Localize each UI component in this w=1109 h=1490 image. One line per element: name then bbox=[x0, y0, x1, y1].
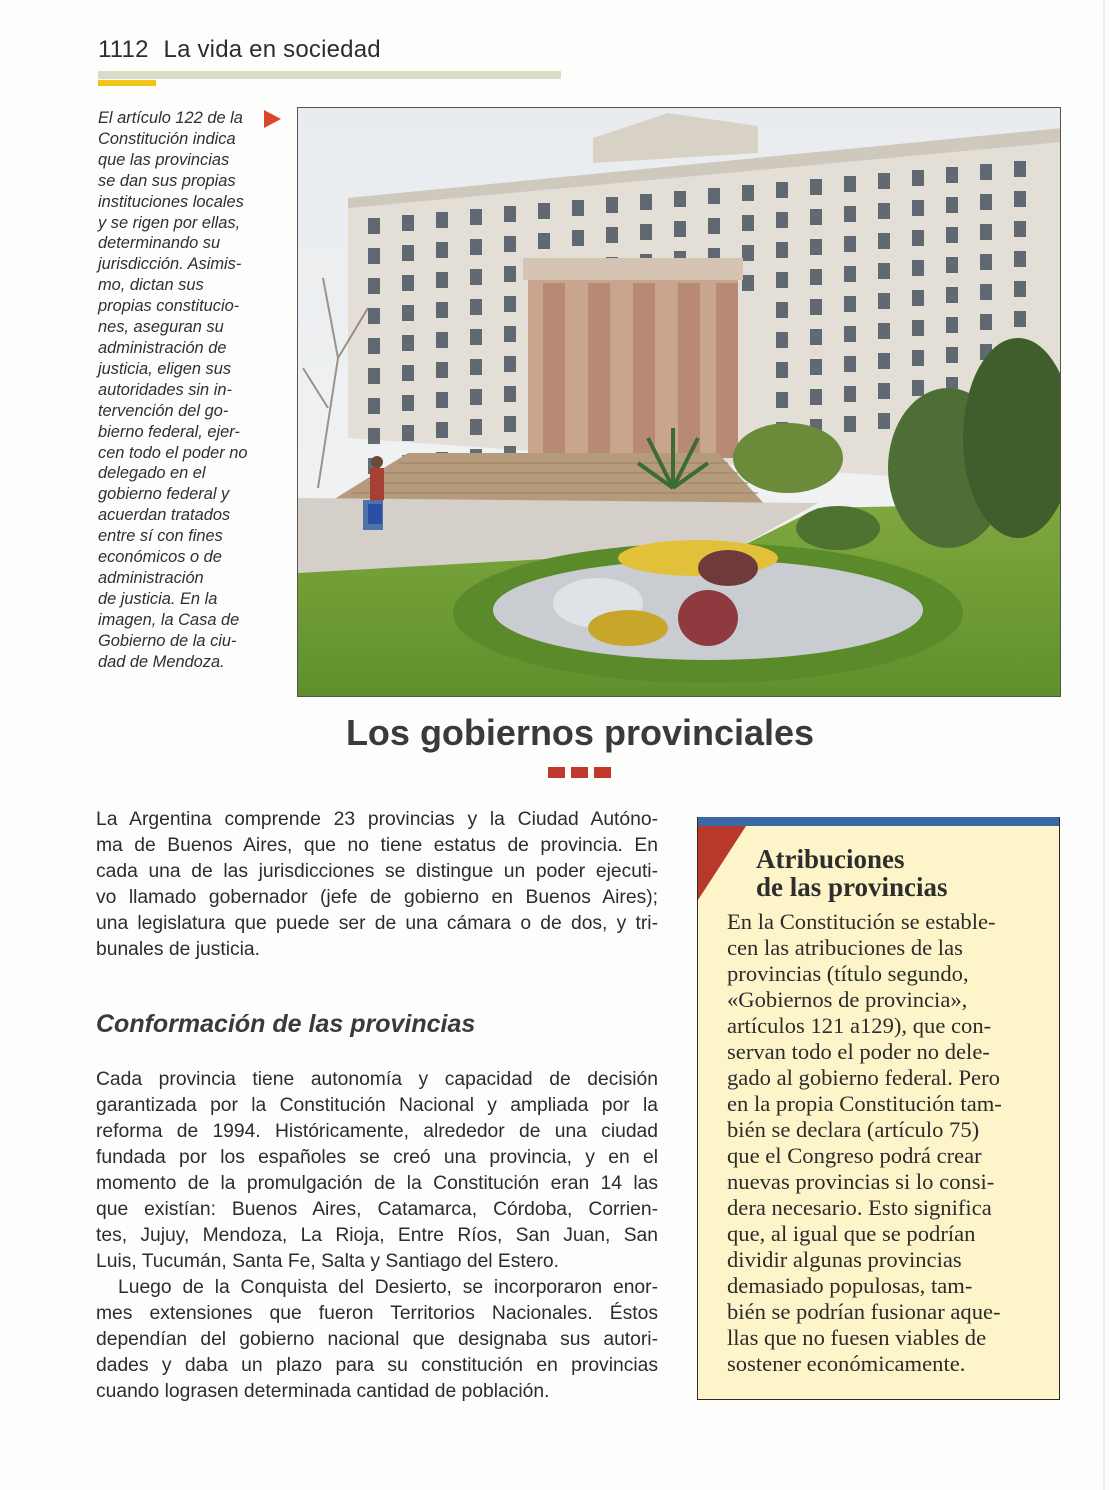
caption-line: y se rigen por ellas, bbox=[98, 213, 241, 232]
caption-line: Constitución indica bbox=[98, 129, 236, 148]
box-title bbox=[756, 845, 948, 901]
photo-caption bbox=[98, 108, 270, 672]
building-window bbox=[810, 209, 822, 225]
text-line: cuando lograsen determinada cantidad de población. bbox=[96, 1381, 550, 1402]
box-text-line: llas que no fuesen viables de bbox=[727, 1325, 987, 1350]
caption-line: económicos o de bbox=[98, 548, 222, 567]
caption-line: autoridades sin in- bbox=[98, 380, 232, 399]
text-line: reforma de 1994. Históricamente, alrededor de una ciudad bbox=[96, 1121, 658, 1142]
header-accent-bar bbox=[98, 80, 156, 86]
building-window bbox=[946, 257, 958, 273]
caption-line: justicia, eligen sus bbox=[98, 359, 232, 378]
building-window bbox=[946, 287, 958, 303]
building-window bbox=[912, 230, 924, 246]
building-window bbox=[946, 227, 958, 243]
box-text-line: nuevas provincias si lo consi- bbox=[727, 1169, 995, 1194]
building-window bbox=[504, 266, 516, 282]
building-window bbox=[946, 347, 958, 363]
right-triangle-icon bbox=[264, 110, 281, 128]
building-window bbox=[708, 188, 720, 204]
caption-line: jurisdicción. Asimis- bbox=[98, 255, 242, 274]
building-window bbox=[810, 389, 822, 405]
building-window bbox=[470, 359, 482, 375]
building-window bbox=[470, 419, 482, 435]
building-window bbox=[912, 200, 924, 216]
building-photo-illustration bbox=[298, 108, 1061, 697]
building-window bbox=[368, 428, 380, 444]
building-window bbox=[810, 359, 822, 375]
building-window bbox=[980, 254, 992, 270]
caption-line: delegado en el bbox=[98, 464, 206, 483]
box-text-line: dividir algunas provincias bbox=[727, 1247, 962, 1272]
box-text-line: En la Constitución se estable- bbox=[727, 909, 996, 934]
building-window bbox=[708, 218, 720, 234]
building-window bbox=[912, 290, 924, 306]
building-window bbox=[742, 245, 754, 261]
building-window bbox=[946, 197, 958, 213]
building-window bbox=[878, 383, 890, 399]
building-window bbox=[402, 425, 414, 441]
title-ornament bbox=[548, 767, 611, 778]
building-window bbox=[436, 302, 448, 318]
building-window bbox=[878, 323, 890, 339]
building-window bbox=[436, 212, 448, 228]
building-window bbox=[946, 167, 958, 183]
caption-line: se dan sus propias bbox=[98, 171, 236, 190]
building-window bbox=[878, 173, 890, 189]
building-window bbox=[912, 380, 924, 396]
building-window bbox=[878, 413, 890, 429]
building-window bbox=[844, 416, 856, 432]
text-line: Luis, Tucumán, Santa Fe, Salta y Santiago del Estero. bbox=[96, 1251, 560, 1272]
building-window bbox=[742, 215, 754, 231]
box-text-line: que el Congreso podrá crear bbox=[727, 1143, 982, 1168]
building-window bbox=[436, 362, 448, 378]
box-text bbox=[727, 909, 1032, 1377]
caption-line: de justicia. En la bbox=[98, 589, 218, 608]
building-window bbox=[470, 269, 482, 285]
building-window bbox=[572, 200, 584, 216]
caption-line: gobierno federal y bbox=[98, 485, 230, 504]
caption-line: administración bbox=[98, 568, 204, 587]
sidebar-box bbox=[697, 817, 1060, 1400]
building-window bbox=[980, 314, 992, 330]
building-window bbox=[504, 296, 516, 312]
caption-line: propias constitucio- bbox=[98, 297, 240, 316]
building-window bbox=[640, 224, 652, 240]
body-paragraph-1 bbox=[96, 1067, 658, 1275]
building-window bbox=[1014, 191, 1026, 207]
text-line: cada una de las jurisdicciones se distingue un poder ejecuti- bbox=[96, 861, 658, 882]
building-window bbox=[368, 308, 380, 324]
building-window bbox=[878, 293, 890, 309]
text-line: garantizada por la Constitución Nacional y ampliada por la bbox=[96, 1095, 658, 1116]
box-text-line: que, al igual que se podrían bbox=[727, 1221, 976, 1246]
running-header bbox=[98, 36, 381, 64]
building-window bbox=[810, 179, 822, 195]
building-window bbox=[844, 236, 856, 252]
caption-line: bierno federal, ejer- bbox=[98, 422, 240, 441]
building-window bbox=[844, 266, 856, 282]
text-line: dependían del gobierno nacional que designaba sus autori- bbox=[96, 1329, 658, 1350]
building-window bbox=[504, 236, 516, 252]
text-line: momento de la promulgación de la Constitución eran 14 las bbox=[96, 1173, 658, 1194]
page-number: 1112 bbox=[98, 36, 149, 63]
building-window bbox=[980, 194, 992, 210]
section-title: La vida en sociedad bbox=[163, 36, 381, 63]
building-window bbox=[844, 176, 856, 192]
building-window bbox=[1014, 311, 1026, 327]
building-window bbox=[368, 338, 380, 354]
text-line: mes extensiones que fueron Territorios Nacionales. Éstos bbox=[96, 1303, 658, 1324]
building-photo bbox=[297, 107, 1061, 697]
caption-line: cen todo el poder no bbox=[98, 443, 248, 462]
text-line: bunales de justicia. bbox=[96, 939, 260, 960]
text-line: vo llamado gobernador (jefe de gobierno en Buenos Aires); bbox=[96, 887, 658, 908]
building-window bbox=[470, 299, 482, 315]
building-window bbox=[470, 389, 482, 405]
building-window bbox=[436, 422, 448, 438]
caption-line: acuerdan tratados bbox=[98, 506, 231, 525]
building-window bbox=[436, 242, 448, 258]
text-line: La Argentina comprende 23 provincias y la Ciudad Autóno- bbox=[96, 809, 658, 830]
building-window bbox=[538, 233, 550, 249]
building-window bbox=[368, 398, 380, 414]
building-window bbox=[1014, 221, 1026, 237]
building-window bbox=[504, 416, 516, 432]
box-top-bar bbox=[698, 817, 1059, 826]
building-window bbox=[980, 284, 992, 300]
building-window bbox=[1014, 281, 1026, 297]
text-line: que existían: Buenos Aires, Catamarca, Córdoba, Corrien- bbox=[96, 1199, 658, 1220]
ornament-square bbox=[571, 767, 588, 778]
box-text-line: «Gobiernos de provincia», bbox=[727, 987, 968, 1012]
box-text-line: provincias (título segundo, bbox=[727, 961, 969, 986]
building-window bbox=[402, 275, 414, 291]
building-window bbox=[844, 326, 856, 342]
building-window bbox=[742, 185, 754, 201]
caption-line: tervención del go- bbox=[98, 401, 229, 420]
building-window bbox=[572, 230, 584, 246]
building-window bbox=[912, 170, 924, 186]
text-line: ma de Buenos Aires, que no tiene estatus de provincia. En bbox=[96, 835, 658, 856]
box-title-line: de las provincias bbox=[756, 872, 948, 902]
building-window bbox=[776, 272, 788, 288]
building-window bbox=[844, 296, 856, 312]
text-line: Luego de la Conquista del Desierto, se incorporaron enor- bbox=[118, 1277, 658, 1298]
building-window bbox=[844, 386, 856, 402]
building-window bbox=[402, 215, 414, 231]
caption-line: dad de Mendoza. bbox=[98, 652, 225, 671]
building-window bbox=[640, 194, 652, 210]
building-window bbox=[980, 224, 992, 240]
building-window bbox=[776, 392, 788, 408]
box-title-line: Atribuciones bbox=[756, 844, 905, 874]
box-text-line: en la propia Constitución tam- bbox=[727, 1091, 1002, 1116]
building-window bbox=[912, 350, 924, 366]
caption-line: administración de bbox=[98, 338, 227, 357]
caption-line: mo, dictan sus bbox=[98, 276, 204, 295]
caption-line: entre sí con fines bbox=[98, 527, 223, 546]
building-window bbox=[368, 218, 380, 234]
header-rule bbox=[98, 71, 561, 79]
intro-paragraph bbox=[96, 807, 658, 963]
caption-line: El artículo 122 de la bbox=[98, 109, 243, 127]
box-text-line: servan todo el poder no dele- bbox=[727, 1039, 990, 1064]
caption-line: Gobierno de la ciu- bbox=[98, 631, 237, 650]
building-window bbox=[980, 164, 992, 180]
building-window bbox=[776, 302, 788, 318]
box-text-line: artículos 121 a129), que con- bbox=[727, 1013, 992, 1038]
text-line: dades y daba un plazo para su constitución en provincias bbox=[96, 1355, 658, 1376]
building-window bbox=[368, 248, 380, 264]
building-window bbox=[776, 332, 788, 348]
building-window bbox=[436, 392, 448, 408]
caption-line: instituciones locales bbox=[98, 192, 244, 211]
building-window bbox=[402, 395, 414, 411]
building-window bbox=[368, 368, 380, 384]
caption-line: que las provincias bbox=[98, 150, 230, 169]
building-window bbox=[776, 242, 788, 258]
text-line: Cada provincia tiene autonomía y capacidad de decisión bbox=[96, 1069, 658, 1090]
building-window bbox=[674, 221, 686, 237]
building-window bbox=[504, 326, 516, 342]
building-window bbox=[810, 239, 822, 255]
building-window bbox=[844, 206, 856, 222]
text-line: una legislatura que puede ser de una cámara o de dos, y tri- bbox=[96, 913, 658, 934]
building-window bbox=[912, 320, 924, 336]
building-window bbox=[810, 269, 822, 285]
building-window bbox=[436, 332, 448, 348]
building-window bbox=[742, 275, 754, 291]
box-corner-triangle bbox=[698, 826, 746, 900]
subheading: Conformación de las provincias bbox=[96, 1010, 476, 1038]
building-window bbox=[878, 233, 890, 249]
building-window bbox=[402, 365, 414, 381]
building-window bbox=[776, 212, 788, 228]
ornament-square bbox=[548, 767, 565, 778]
building-window bbox=[470, 329, 482, 345]
building-window bbox=[402, 245, 414, 261]
article-title: Los gobiernos provinciales bbox=[345, 712, 815, 753]
caption-line: determinando su bbox=[98, 234, 221, 253]
building-window bbox=[504, 386, 516, 402]
box-text-line: dera necesario. Esto significa bbox=[727, 1195, 992, 1220]
box-text-line: sostener económicamente. bbox=[727, 1351, 966, 1376]
ornament-square bbox=[594, 767, 611, 778]
page-edge bbox=[1103, 0, 1105, 1490]
box-text-line: gado al gobierno federal. Pero bbox=[727, 1065, 1000, 1090]
building-window bbox=[538, 203, 550, 219]
building-window bbox=[776, 182, 788, 198]
building-window bbox=[1014, 161, 1026, 177]
building-window bbox=[606, 197, 618, 213]
building-window bbox=[878, 353, 890, 369]
building-window bbox=[470, 239, 482, 255]
building-window bbox=[810, 299, 822, 315]
box-text-line: demasiado populosas, tam- bbox=[727, 1273, 973, 1298]
building-window bbox=[810, 329, 822, 345]
building-window bbox=[470, 209, 482, 225]
building-window bbox=[674, 191, 686, 207]
building-window bbox=[1014, 251, 1026, 267]
box-text-line: cen las atribuciones de las bbox=[727, 935, 963, 960]
building-window bbox=[776, 362, 788, 378]
caption-line: nes, aseguran su bbox=[98, 318, 224, 337]
building-window bbox=[878, 203, 890, 219]
building-window bbox=[844, 356, 856, 372]
text-line: fundada por los españoles se creó una provincia, y en el bbox=[96, 1147, 658, 1168]
building-window bbox=[504, 356, 516, 372]
caption-line: imagen, la Casa de bbox=[98, 610, 240, 629]
building-window bbox=[606, 227, 618, 243]
building-window bbox=[368, 278, 380, 294]
building-window bbox=[402, 305, 414, 321]
body-paragraph-2 bbox=[96, 1275, 658, 1405]
text-line: tes, Jujuy, Mendoza, La Rioja, Entre Ríos, San Juan, San bbox=[96, 1225, 658, 1246]
building-window bbox=[436, 272, 448, 288]
building-window bbox=[912, 260, 924, 276]
building-window bbox=[878, 263, 890, 279]
building-window bbox=[402, 335, 414, 351]
building-window bbox=[946, 317, 958, 333]
box-text-line: bién se podrían fusionar aque- bbox=[727, 1299, 1001, 1324]
building-window bbox=[504, 206, 516, 222]
box-text-line: bién se declara (artículo 75) bbox=[727, 1117, 980, 1142]
